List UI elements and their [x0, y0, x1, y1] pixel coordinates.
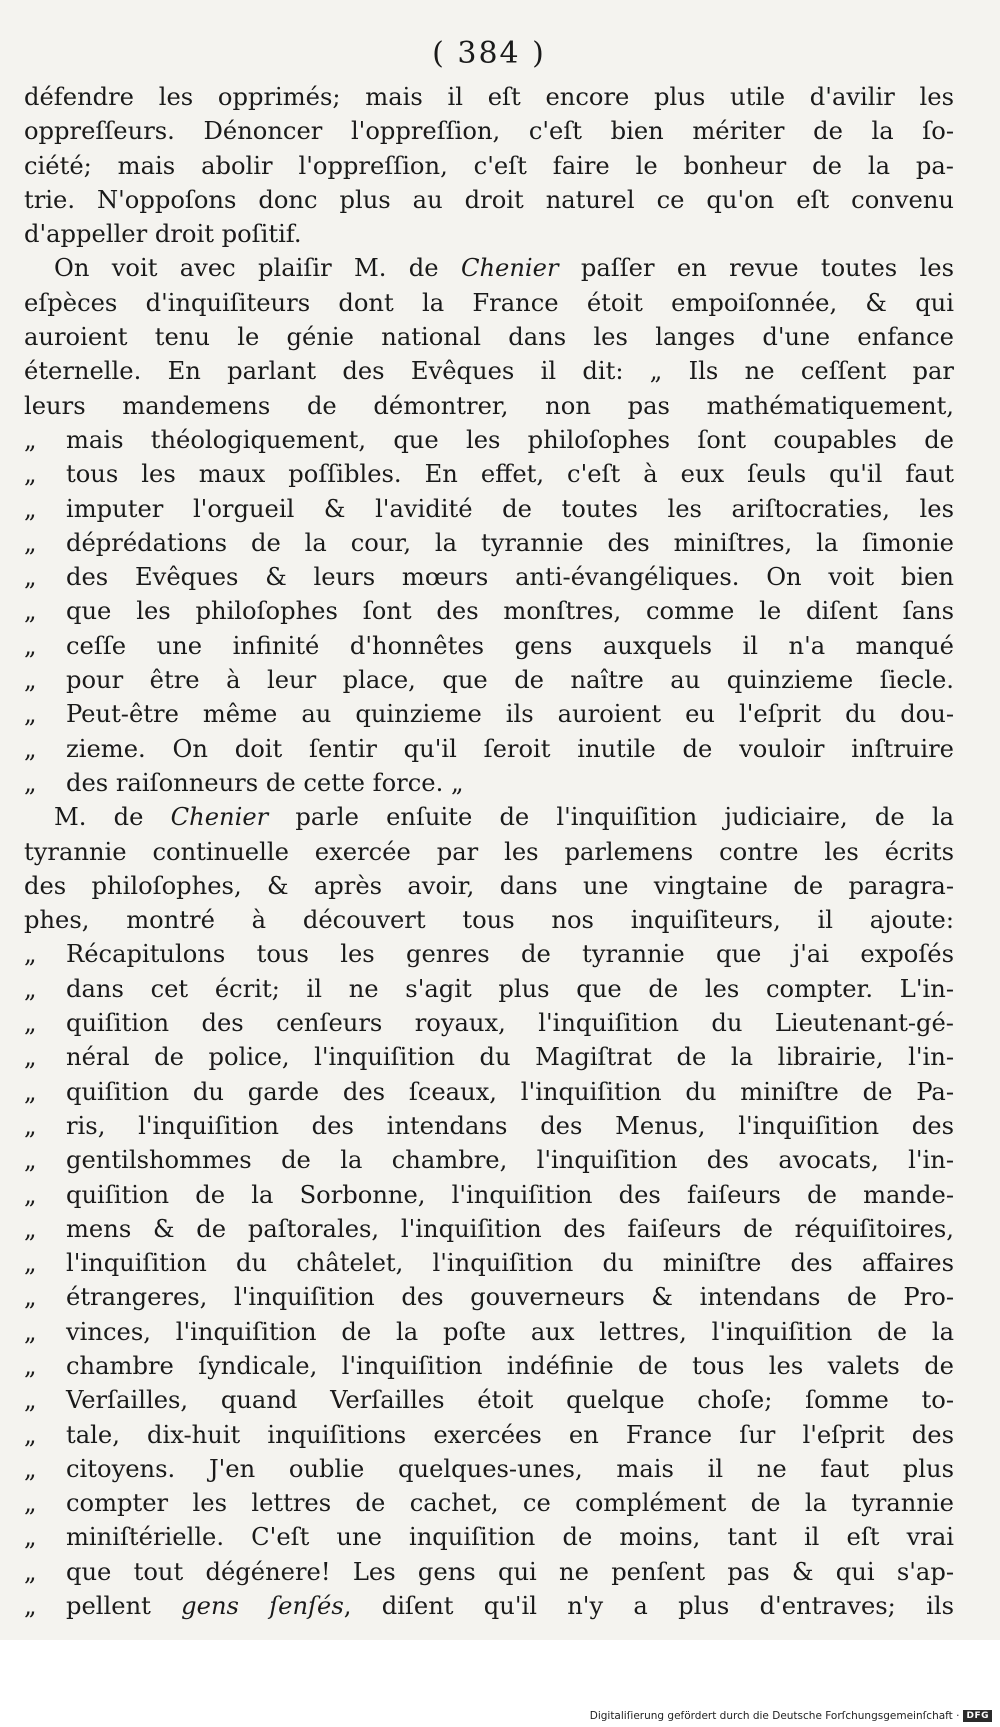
text-line — [24, 492, 954, 526]
line-text: Peut-être même au quinzieme ils auroient eu l'eſprit du dou- — [66, 700, 954, 729]
text-line — [24, 1280, 954, 1314]
text-line — [24, 869, 954, 903]
quote-mark: „ — [24, 563, 37, 592]
line-text: pour être à leur place, que de naître au quinzieme ſiecle. — [66, 666, 954, 695]
line-text: étrangeres, l'inquiſition des gouverneurs & intendans de Pro- — [66, 1283, 954, 1312]
quote-mark: „ — [24, 1523, 37, 1552]
credit-text: Digitaliſierung gefördert durch die Deutsche Forſchungsgemeinſchaft · — [589, 1710, 960, 1722]
line-text: parle enſuite de l'inquiſition judiciaire, de la — [268, 803, 954, 832]
quote-mark: „ — [24, 1214, 37, 1243]
line-text: quiſition des cenſeurs royaux, l'inquiſition du Lieutenant-gé- — [66, 1009, 954, 1038]
text-line — [24, 286, 954, 320]
text-line — [24, 629, 954, 663]
page-number: ( 384 ) — [432, 36, 546, 71]
text-block — [24, 80, 954, 1623]
line-text: tale, dix-huit inquiſitions exercées en France ſur l'eſprit des — [66, 1420, 954, 1449]
text-line — [24, 354, 954, 388]
line-text: eſpèces d'inquiſiteurs dont la France étoit empoiſonnée, & qui — [24, 288, 954, 317]
italic-name: Chenier — [460, 254, 559, 283]
quote-mark: „ — [24, 1557, 37, 1586]
text-line — [24, 766, 954, 800]
text-line — [24, 1246, 954, 1280]
quote-mark: „ — [24, 631, 37, 660]
text-line — [24, 1075, 954, 1109]
line-text: citoyens. J'en oublie quelques-unes, mais il ne faut plus — [66, 1454, 954, 1483]
text-line — [24, 663, 954, 697]
quote-mark: „ — [24, 768, 37, 797]
text-line — [24, 1383, 954, 1417]
text-line — [24, 251, 954, 285]
quote-mark: „ — [24, 700, 37, 729]
line-text: tous les maux poſſibles. En effet, c'eſt à eux ſeuls qu'il faut — [66, 460, 954, 489]
quote-mark: „ — [24, 1146, 37, 1175]
text-line — [24, 1418, 954, 1452]
line-text: On voit avec plaiſir M. de — [54, 254, 461, 283]
text-line — [24, 183, 954, 217]
line-text: dans cet écrit; il ne s'agit plus que de les compter. L'in- — [66, 974, 954, 1003]
quote-mark: „ — [24, 597, 37, 626]
text-line — [24, 1109, 954, 1143]
quote-mark: „ — [24, 1454, 37, 1483]
quote-mark: „ — [24, 1592, 37, 1621]
text-line — [24, 937, 954, 971]
line-text: Récapitulons tous les genres de tyrannie que j'ai expoſés — [66, 940, 954, 969]
line-text: éternelle. En parlant des Evêques il dit: „ Ils ne ceſſent par — [24, 357, 954, 386]
text-line — [24, 800, 954, 834]
text-line — [24, 457, 954, 491]
quote-mark: „ — [24, 734, 37, 763]
line-text: néral de police, l'inquiſition du Magiſtrat de la librairie, l'in- — [66, 1043, 954, 1072]
quote-mark: „ — [24, 1180, 37, 1209]
quote-mark: „ — [24, 1420, 37, 1449]
text-line — [24, 114, 954, 148]
quote-mark: „ — [24, 528, 37, 557]
text-line — [24, 80, 954, 114]
line-text: M. de — [54, 803, 171, 832]
quote-mark: „ — [24, 1489, 37, 1518]
text-line — [24, 217, 954, 251]
line-text: défendre les opprimés; mais il eſt encore plus utile d'avilir les — [24, 83, 954, 111]
quote-mark: „ — [24, 666, 37, 695]
line-text: phes, montré à découvert tous nos inquiſiteurs, il ajoute: — [24, 906, 954, 935]
line-text: auroient tenu le génie national dans les langes d'une enfance — [24, 323, 954, 352]
quote-mark: „ — [24, 1111, 37, 1140]
line-text: leurs mandemens de démontrer, non pas mathématiquement, — [24, 391, 954, 420]
line-text: trie. N'oppoſons donc plus au droit naturel ce qu'on eſt convenu — [24, 185, 954, 214]
text-line — [24, 1349, 954, 1383]
text-line — [24, 389, 954, 423]
text-line — [24, 1143, 954, 1177]
text-line — [24, 526, 954, 560]
quote-mark: „ — [24, 425, 37, 454]
quote-mark: „ — [24, 1351, 37, 1380]
text-line — [24, 732, 954, 766]
text-line — [24, 1589, 954, 1623]
quote-mark: „ — [24, 1317, 37, 1346]
line-text: , diſent qu'il n'y a plus d'entraves; ils — [343, 1592, 954, 1621]
line-text: gentilshommes de la chambre, l'inquiſition des avocats, l'in- — [66, 1146, 954, 1175]
quote-mark: „ — [24, 460, 37, 489]
line-text: quiſition du garde des ſceaux, l'inquiſition du miniſtre de Pa- — [66, 1077, 954, 1106]
quote-mark: „ — [24, 1077, 37, 1106]
line-text: mens & de paſtorales, l'inquiſition des faiſeurs de réquiſitoires, — [66, 1214, 954, 1243]
line-text: chambre ſyndicale, l'inquiſition indéfinie de tous les valets de — [66, 1351, 954, 1380]
text-line — [24, 697, 954, 731]
line-text: miniſtérielle. C'eſt une inquiſition de moins, tant il eſt vrai — [66, 1523, 954, 1552]
line-text: des raiſonneurs de cette force. „ — [66, 768, 464, 797]
quote-mark: „ — [24, 1043, 37, 1072]
line-text: déprédations de la cour, la tyrannie des miniſtres, la ſimonie — [66, 528, 954, 557]
line-text: que tout dégénere! Les gens qui ne penſent pas & qui s'ap- — [66, 1557, 954, 1586]
line-text: zieme. On doit ſentir qu'il ſeroit inutile de vouloir inſtruire — [66, 734, 954, 763]
line-text: quiſition de la Sorbonne, l'inquiſition des faiſeurs de mande- — [66, 1180, 954, 1209]
line-text: tyrannie continuelle exercée par les parlemens contre les écrits — [24, 837, 954, 866]
text-line — [24, 320, 954, 354]
text-line — [24, 149, 954, 183]
line-text: ris, l'inquiſition des intendans des Menus, l'inquiſition des — [66, 1111, 954, 1140]
dfg-logo: DFG — [963, 1710, 992, 1722]
quote-mark: „ — [24, 494, 37, 523]
line-text: des Evêques & leurs mœurs anti-évangéliques. On voit bien — [66, 563, 954, 592]
quote-mark: „ — [24, 940, 37, 969]
line-text: ciété; mais abolir l'oppreſſion, c'eſt faire le bonheur de la pa- — [24, 151, 954, 180]
line-text: l'inquiſition du châtelet, l'inquiſition du miniſtre des affaires — [66, 1249, 954, 1278]
quote-mark: „ — [24, 974, 37, 1003]
text-line — [24, 972, 954, 1006]
quote-mark: „ — [24, 1249, 37, 1278]
text-line — [24, 560, 954, 594]
line-text: vinces, l'inquiſition de la poſte aux lettres, l'inquiſition de la — [66, 1317, 954, 1346]
digitization-credit — [590, 1710, 992, 1722]
line-text: des philoſophes, & après avoir, dans une vingtaine de paragra- — [24, 871, 954, 900]
quote-mark: „ — [24, 1009, 37, 1038]
line-text: Verſailles, quand Verſailles étoit quelque choſe; ſomme to- — [66, 1386, 954, 1415]
quote-mark: „ — [24, 1283, 37, 1312]
line-text: compter les lettres de cachet, ce complément de la tyrannie — [66, 1489, 954, 1518]
line-text: ceſſe une infinité d'honnêtes gens auxquels il n'a manqué — [66, 631, 954, 660]
text-line — [24, 1178, 954, 1212]
text-line — [24, 1555, 954, 1589]
line-text: d'appeller droit poſitif. — [24, 220, 302, 249]
line-text: oppreſſeurs. Dénoncer l'oppreſſion, c'eſt bien mériter de la ſo- — [24, 117, 954, 146]
text-line — [24, 1315, 954, 1349]
text-line — [24, 1486, 954, 1520]
line-text: imputer l'orgueil & l'avidité de toutes les ariſtocraties, les — [66, 494, 954, 523]
italic-name: Chenier — [170, 803, 269, 832]
text-line — [24, 1006, 954, 1040]
quote-mark: „ — [24, 1386, 37, 1415]
text-line — [24, 903, 954, 937]
text-line — [24, 1452, 954, 1486]
line-text: mais théologiquement, que les philoſophes ſont coupables de — [66, 425, 954, 454]
text-line — [24, 594, 954, 628]
italic-name: gens ſenſés — [181, 1592, 344, 1621]
text-line — [24, 423, 954, 457]
text-line — [24, 1040, 954, 1074]
text-line — [24, 1212, 954, 1246]
text-line — [24, 1520, 954, 1554]
line-text: pellent — [66, 1592, 182, 1621]
line-text: paſſer en revue toutes les — [558, 254, 954, 283]
text-line — [24, 835, 954, 869]
line-text: que les philoſophes ſont des monſtres, comme le diſent ſans — [66, 597, 954, 626]
